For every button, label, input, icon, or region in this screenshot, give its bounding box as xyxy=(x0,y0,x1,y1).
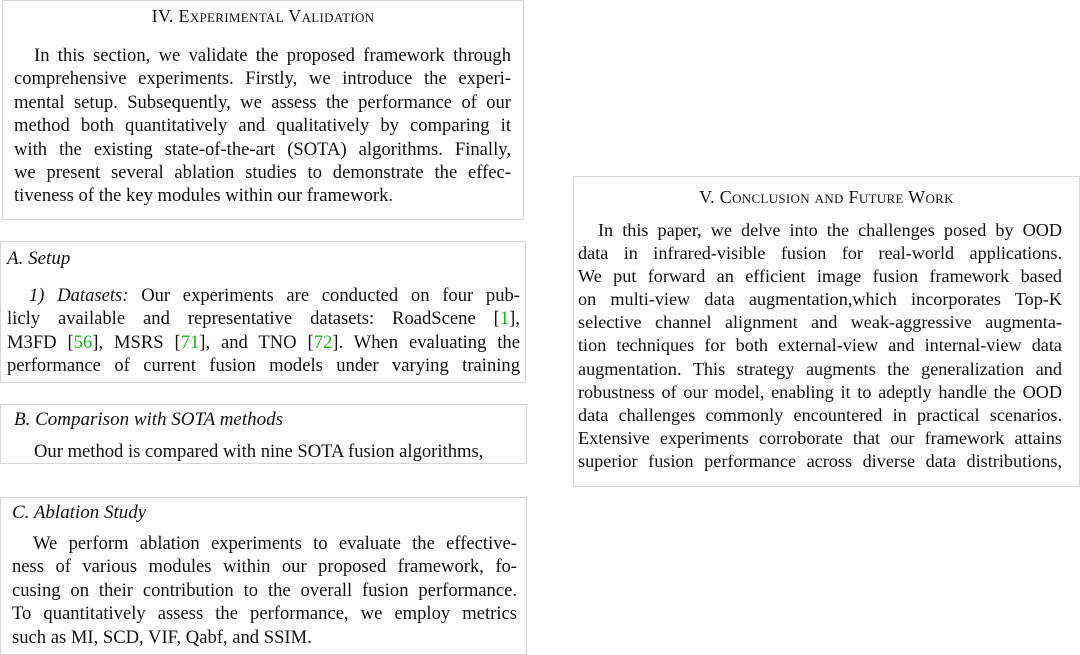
text-line: cusing on their contribution to the overall fusion performance. xyxy=(12,579,517,601)
citation-link[interactable]: 56 xyxy=(73,331,93,353)
text-line: superior fusion performance across diverse data distributions, xyxy=(578,450,1062,471)
section-4-panel xyxy=(2,0,524,220)
citation-link[interactable]: 1 xyxy=(499,308,510,330)
text-line: augmentation. This strategy augments the generalization and xyxy=(578,358,1062,379)
text-line: performance of current fusion models under varying training xyxy=(7,355,520,377)
text-line: In this paper, we delve into the challenges posed by OOD xyxy=(598,220,1062,240)
citation-link[interactable]: 72 xyxy=(313,331,333,353)
comparison-heading: B. Comparison with SOTA methods xyxy=(14,409,284,430)
text-line: with the existing state-of-the-art (SOTA) algorithms. Finally, xyxy=(14,138,511,160)
comparison-panel xyxy=(0,404,527,464)
section-5-paragraph xyxy=(578,219,1062,473)
text-line: ness of various modules within our proposed framework, fo- xyxy=(12,556,517,578)
text-line: method both quantitatively and qualitatively by comparing it xyxy=(14,115,511,137)
setup-panel xyxy=(0,241,526,383)
text-line: 1) Datasets: Our experiments are conducted on four pub- xyxy=(29,285,520,306)
section-5-heading xyxy=(574,187,1079,208)
setup-heading: A. Setup xyxy=(7,248,71,269)
setup-paragraph xyxy=(7,284,520,378)
section-5-panel xyxy=(573,176,1080,487)
text-line: In this section, we validate the proposed framework through xyxy=(34,45,511,66)
ablation-heading: C. Ablation Study xyxy=(12,502,147,523)
text-line: such as MI, SCD, VIF, Qabf, and SSIM. xyxy=(12,626,312,648)
ablation-paragraph xyxy=(12,532,517,649)
ablation-panel xyxy=(0,497,527,655)
section-5-numeral: V. xyxy=(699,187,715,207)
text-line: tiveness of the key modules within our framework. xyxy=(14,185,394,207)
comparison-paragraph: Our method is compared with nine SOTA fusion algorithms, xyxy=(34,441,484,462)
text-line: data in infrared-visible fusion for real-world applications. xyxy=(578,243,1062,264)
section-4-heading xyxy=(3,6,523,27)
section-4-numeral: IV. xyxy=(151,6,174,26)
text-line: We perform ablation experiments to evaluate the effective- xyxy=(33,533,517,554)
text-line: To quantitatively assess the performance, we employ metrics xyxy=(12,603,517,625)
text-line: licly available and representative datasets: RoadScene [1], xyxy=(7,308,520,330)
section-4-title: Experimental Validation xyxy=(178,6,375,26)
text-line: we present several ablation studies to demonstrate the effec- xyxy=(14,162,511,184)
text-line: data challenges commonly encountered in practical scenarios. xyxy=(578,404,1062,425)
text-line: tion techniques for both external-view and internal-view data xyxy=(578,335,1062,356)
datasets-label: 1) Datasets: xyxy=(29,285,129,306)
section-5-title: Conclusion and Future Work xyxy=(719,187,954,207)
section-4-paragraph xyxy=(14,44,511,208)
text-line: Extensive experiments corroborate that our framework attains xyxy=(578,427,1062,448)
text-line: comprehensive experiments. Firstly, we introduce the experi- xyxy=(14,68,511,90)
text-line: on multi-view data augmentation,which incorporates Top-K xyxy=(578,289,1062,310)
citation-link[interactable]: 71 xyxy=(180,331,200,353)
text-line: We put forward an efficient image fusion framework based xyxy=(578,266,1062,287)
text-line: M3FD [56], MSRS [71], and TNO [72]. When evaluating the xyxy=(7,331,520,353)
text-line: robustness of our model, enabling it to adeptly handle the OOD xyxy=(578,381,1062,402)
text-line: mental setup. Subsequently, we assess the performance of our xyxy=(14,91,511,113)
text-line: selective channel alignment and weak-aggressive augmenta- xyxy=(578,312,1062,333)
